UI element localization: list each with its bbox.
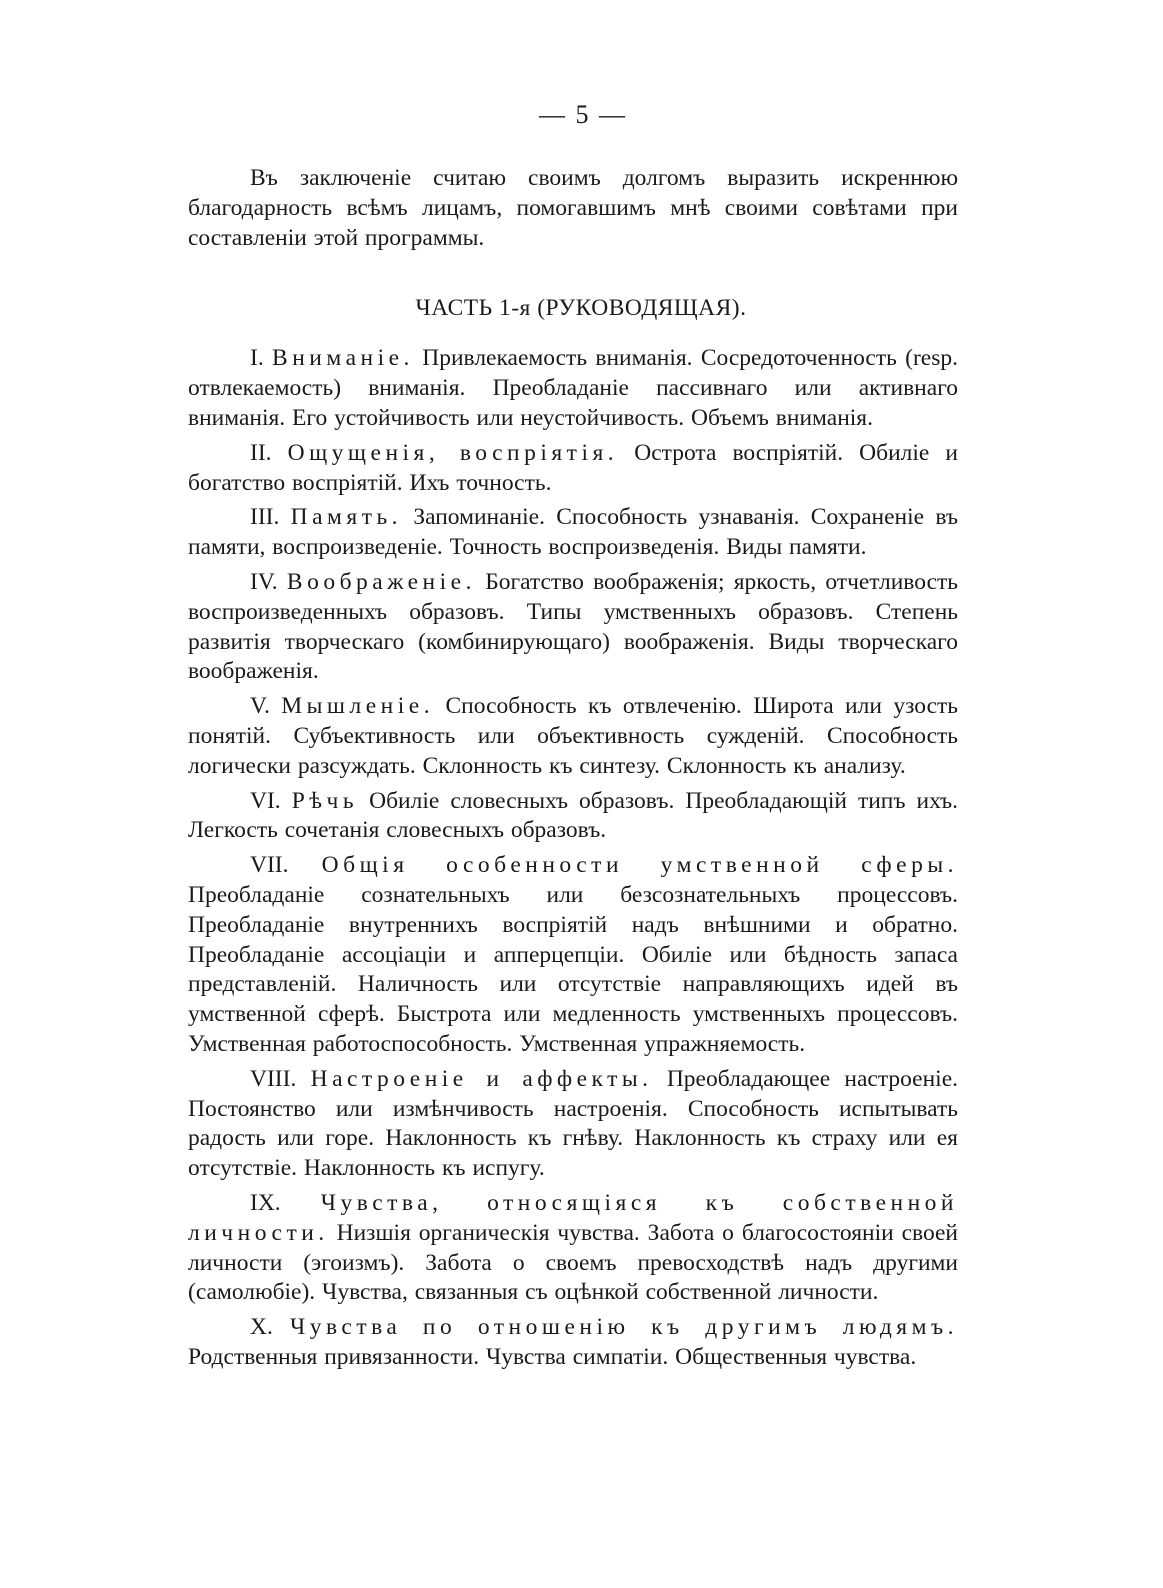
sections-list xyxy=(188,344,958,1372)
section-text: Родственныя привязанности. Чувства симпатіи. Общественныя чувства. xyxy=(188,1343,917,1370)
section-3 xyxy=(188,503,958,563)
section-number: VI. xyxy=(250,787,281,814)
section-8 xyxy=(188,1065,958,1184)
section-number: IX. xyxy=(250,1189,281,1216)
section-text: Богатство воображенія; яркость, отчетливость воспроизведенныхъ образовъ. Типы умственныхъ образовъ. Степень развитія творческаго (комбинирующаго) воображенія. Виды творческаго воображенія. xyxy=(188,568,958,685)
section-text: Острота воспріятій. Обиліе и богатство воспріятій. Ихъ точность. xyxy=(188,439,958,496)
section-number: III. xyxy=(250,504,280,531)
section-text: Преобладаніе сознательныхъ или безсознательныхъ процессовъ. Преобладаніе внутреннихъ воспріятій надъ внѣшними и обратно. Преобладаніе ассоціаціи и апперцепціи. Обиліе или бѣдность запаса представленій. Наличность или отсутствіе направляющихъ идей въ умственной сферѣ. Быстрота или медленность умственныхъ процессовъ. Умственная работоспособность. Умственная упражняемость. xyxy=(188,881,958,1057)
section-text: Привлекаемость вниманія. Сосредоточенность (resp. отвлекаемость) вниманія. Преобладаніе пассивнаго или активнаго вниманія. Его устойчивость или неустойчивость. Объемъ вниманія. xyxy=(188,345,959,431)
section-text: Запоминаніе. Способность узнаванія. Сохраненіе въ памяти, воспроизведеніе. Точность воспроизведенія. Виды памяти. xyxy=(188,504,958,561)
section-title: Чувства по отношенію къ другимъ людямъ. xyxy=(289,1314,959,1341)
section-title: Воображеніе. xyxy=(286,568,476,595)
section-title: Вниманіе. xyxy=(272,345,414,372)
section-7 xyxy=(188,851,958,1060)
section-number: II. xyxy=(250,439,272,466)
section-1 xyxy=(188,344,958,433)
section-6 xyxy=(188,787,958,847)
section-title: Общія особенности умственной сферы. xyxy=(321,852,958,879)
section-text: Способность къ отвлеченію. Широта или узость понятій. Субъективность или объективность сужденій. Способность логически разсуждать. Склонность къ синтезу. Склонность къ анализу. xyxy=(188,693,958,779)
section-title: Настроеніе и аффекты. xyxy=(310,1065,653,1092)
section-number: X. xyxy=(250,1314,273,1341)
section-4 xyxy=(188,568,958,687)
page-number: — 5 — xyxy=(539,100,627,129)
section-5 xyxy=(188,692,958,781)
section-text: Обиліе словесныхъ образовъ. Преобладающій типъ ихъ. Легкость сочетанія словесныхъ образовъ. xyxy=(188,787,959,844)
section-title: Ощущенія, воспріятія. xyxy=(287,439,619,466)
section-title: Рѣчь xyxy=(291,787,359,814)
section-text: Преобладающее настроеніе. Постоянство или измѣнчивость настроенія. Способность испытывать радость или горе. Наклонность къ гнѣву. Наклонность къ страху или ея отсутствіе. Наклонность къ испугу. xyxy=(188,1065,959,1182)
section-10 xyxy=(188,1313,958,1373)
section-title: Мышленіе. xyxy=(281,693,435,720)
section-number: VII. xyxy=(250,852,289,879)
part-heading: ЧАСТЬ 1-я (РУКОВОДЯЩАЯ). xyxy=(415,295,747,322)
section-number: V. xyxy=(250,693,270,720)
section-9 xyxy=(188,1189,958,1308)
section-title: Чувства, относящіяся къ собственной личности. xyxy=(188,1189,958,1246)
section-number: VIII. xyxy=(250,1065,297,1092)
intro-paragraph: Въ заключеніе считаю своимъ долгомъ выразить искреннюю благодарность всѣмъ лицамъ, помогавшимъ мнѣ своими совѣтами при составленіи этой программы. xyxy=(188,165,958,251)
section-number: IV. xyxy=(250,568,278,595)
section-title: Память. xyxy=(290,504,403,531)
document-page xyxy=(188,100,958,1378)
section-2 xyxy=(188,439,958,499)
section-text: Низшія органическія чувства. Забота о благосостояніи своей личности (эгоизмъ). Забота о своемъ превосходствѣ надъ другими (самолюбіе). Чувства, связанныя съ оцѣнкой собственной личности. xyxy=(188,1219,959,1306)
section-number: I. xyxy=(250,345,264,372)
